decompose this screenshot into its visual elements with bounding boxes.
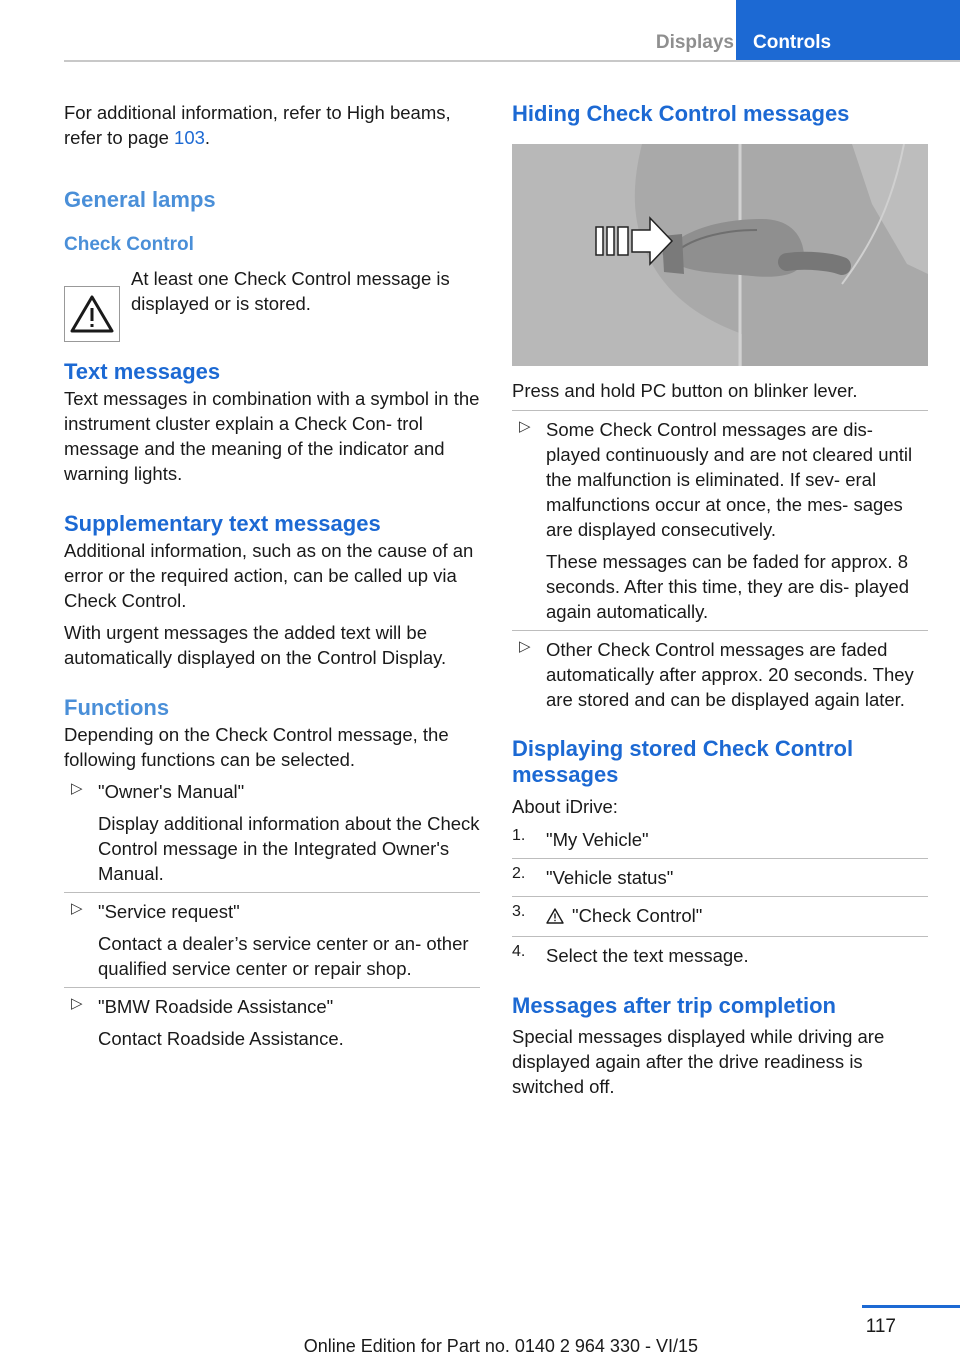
function-item	[64, 892, 480, 987]
page-number: 117	[865, 1316, 896, 1337]
hiding-bullets	[512, 410, 928, 712]
idrive-step	[512, 896, 928, 936]
functions-body: Depending on the Check Control message, the following functions can be selected.	[64, 724, 449, 770]
idrive-steps	[512, 827, 928, 968]
supplementary-heading: Supplementary text messages	[64, 511, 381, 536]
blinker-lever-illustration	[512, 144, 928, 366]
intro-paragraph	[64, 100, 480, 150]
functions-list	[64, 779, 480, 1051]
header-rule	[64, 60, 960, 62]
intro-text: For additional information, refer to High beams, refer to page	[64, 102, 451, 148]
after-trip-heading: Messages after trip completion	[512, 993, 836, 1018]
hiding-bullet-p1: Some Check Control messages are dis- played continuously and are not cleared until the malfunction is eliminated. If sev- eral malfunctions occur at once, the mes- sages are displayed consecutively.	[546, 419, 913, 540]
after-trip-body: Special messages displayed while driving are displayed again after the drive readiness is switched off.	[512, 1026, 885, 1097]
hiding-bullet	[512, 630, 928, 712]
bullet-triangle-icon: ▷	[519, 418, 531, 435]
step-number: 4.	[512, 943, 526, 960]
about-idrive-text: About iDrive:	[512, 796, 618, 817]
idrive-step	[512, 936, 928, 968]
general-lamps-heading: General lamps	[64, 187, 216, 212]
edition-text: Online Edition for Part no. 0140 2 964 330 - VI/15	[303, 1336, 698, 1356]
supplementary-body-1: Additional information, such as on the cause of an error or the required action, can be called up via Check Control.	[64, 540, 474, 611]
check-control-text: At least one Check Control message is displayed or is stored.	[131, 268, 450, 314]
text-messages-heading: Text messages	[64, 359, 221, 384]
step-text: "Check Control"	[572, 905, 703, 926]
check-control-warning	[64, 266, 480, 328]
intro-end: .	[204, 127, 211, 148]
function-desc: Display additional information about the Check Control message in the Integrated Owner's Manual.	[98, 813, 480, 884]
function-item	[64, 779, 480, 892]
function-label: "Owner's Manual"	[98, 781, 245, 802]
hiding-bullet-p2: These messages can be faded for approx. 8 seconds. After this time, they are dis- played again automatically.	[546, 551, 909, 622]
step-text: Select the text message.	[546, 945, 749, 966]
step-number: 2.	[512, 865, 526, 882]
header-section-tab[interactable]: Displays	[655, 32, 734, 53]
function-label: "BMW Roadside Assistance"	[98, 996, 334, 1017]
warning-triangle-icon	[546, 905, 572, 930]
right-column	[512, 100, 928, 1099]
step-text: "My Vehicle"	[546, 829, 649, 850]
page-link[interactable]: 103	[174, 127, 205, 148]
function-desc: Contact a dealer’s service center or an- other qualified service center or repair shop.	[98, 933, 469, 979]
bullet-triangle-icon: ▷	[519, 638, 531, 655]
step-number: 3.	[512, 903, 526, 920]
bullet-triangle-icon: ▷	[71, 995, 83, 1012]
functions-heading: Functions	[64, 695, 170, 720]
function-desc: Contact Roadside Assistance.	[98, 1028, 344, 1049]
footer-rule	[862, 1305, 960, 1308]
hiding-bullet-p1: Other Check Control messages are faded automatically after approx. 20 seconds. They are stored and can be displayed again later.	[546, 639, 914, 710]
function-label: "Service request"	[98, 901, 240, 922]
step-text: "Vehicle status"	[546, 867, 674, 888]
warning-triangle-icon	[64, 286, 120, 342]
press-hold-text: Press and hold PC button on blinker lever.	[512, 380, 858, 401]
check-control-heading: Check Control	[64, 234, 194, 255]
stored-messages-heading: Displaying stored Check Control messages	[512, 736, 854, 787]
left-column	[64, 100, 480, 1051]
bullet-triangle-icon: ▷	[71, 780, 83, 797]
text-messages-body: Text messages in combination with a symbol in the instrument cluster explain a Check Con- trol message and the meaning of the indicator and warning lights.	[64, 388, 480, 484]
hiding-bullet	[512, 410, 928, 630]
supplementary-body-2: With urgent messages the added text will be automatically displayed on the Control Display.	[64, 622, 447, 668]
idrive-step	[512, 858, 928, 896]
hiding-heading: Hiding Check Control messages	[512, 101, 850, 126]
idrive-step	[512, 827, 928, 858]
bullet-triangle-icon: ▷	[71, 900, 83, 917]
function-item	[64, 987, 480, 1051]
header-chapter-tab[interactable]: Controls	[736, 0, 960, 62]
step-number: 1.	[512, 827, 526, 844]
step-text-with-icon	[546, 903, 928, 930]
